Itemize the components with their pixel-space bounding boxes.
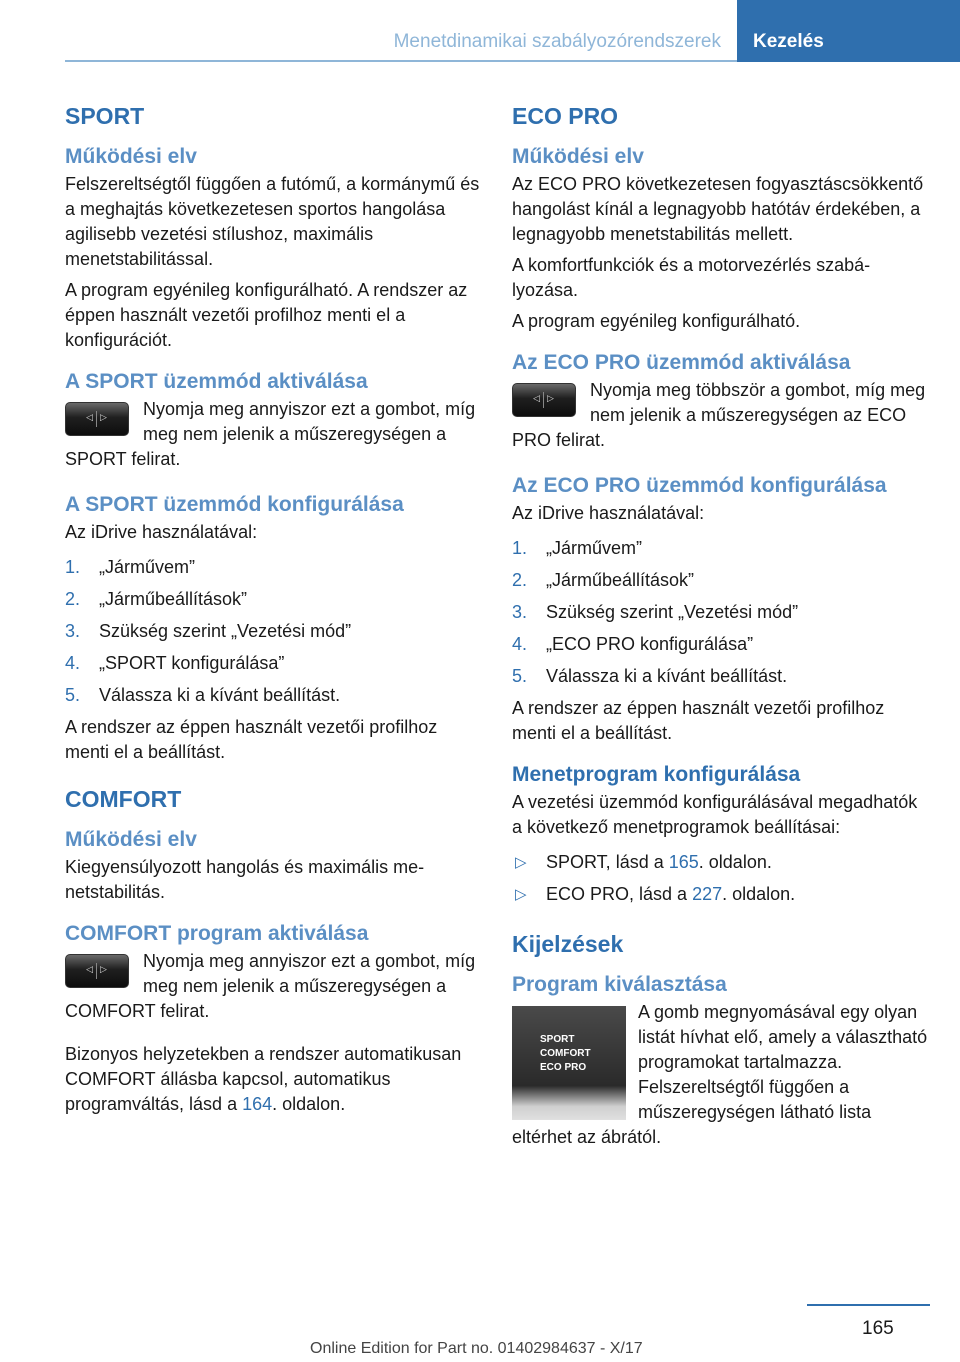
sport-config-text: A program egyénileg konfigurálható. A rendszer az éppen használt vezetői profilhoz menti el a konfigurációt. <box>65 280 468 350</box>
sport-heading: SPORT <box>65 103 145 129</box>
drive-mode-button-icon: ◁ ▷ <box>65 402 131 438</box>
eco-config-text: A program egyénileg konfigurálható. <box>512 311 801 331</box>
program-select-heading: Program kiválasztása <box>512 973 727 996</box>
drive-mode-button-icon: ◁ ▷ <box>65 954 131 990</box>
comfort-auto-text: Bizonyos helyzetekben a rendszer automatikusan COMFORT állásba kapcsol, automatikus programváltás, lásd a 164. oldalon. <box>65 1044 462 1114</box>
eco-heading: ECO PRO <box>512 103 619 129</box>
right-column <box>512 100 930 1150</box>
list-item: 3. Szükség szerint „Vezetési mód” <box>512 602 799 622</box>
sport-activate-text: Nyomja meg annyiszor ezt a gombot, míg meg nem jelenik a műszeregységen a SPORT felirat. <box>65 399 476 469</box>
eco-activate-text: Nyomja meg többször a gombot, míg meg nem jelenik a műszeregységen az ECO PRO felirat. <box>512 380 926 450</box>
list-item: 2. „Járműbeállítások” <box>512 570 695 590</box>
list-item: ▷ SPORT, lásd a 165. oldalon. <box>512 850 930 875</box>
sport-principle-heading: Működési elv <box>65 145 197 168</box>
list-item: 5. Válassza ki a kívánt beállítást. <box>65 685 341 705</box>
eco-comfort-text: A komfortfunkciók és a motorvezérlés szabályozása. <box>512 255 871 300</box>
eco-steps-list <box>512 536 930 689</box>
sport-configure-intro: Az iDrive használatával: <box>65 522 258 542</box>
menet-heading: Menetprogram konfigurálása <box>512 763 801 786</box>
sport-activate-block <box>65 397 480 472</box>
program-select-text: A gomb megnyomásával egy olyan listát hívhat elő, amely a választható programokat tartalmazza. Felszereltségtől függően a műszeregységen látható lista eltérhet az ábrától. <box>512 1002 928 1147</box>
list-item: 2. „Járműbeállítások” <box>65 589 248 609</box>
page-number: 165 <box>862 1318 894 1339</box>
menet-text: A vezetési üzemmód konfigurálásával megadhatók a következő menetprogramok beállításai: <box>512 792 918 837</box>
eco-activate-heading: Az ECO PRO üzemmód aktiválása <box>512 351 851 374</box>
comfort-activate-block <box>65 949 480 1024</box>
sport-steps-note: A rendszer az éppen használt vezetői profilhoz menti el a beállítást. <box>65 717 438 762</box>
header-rule <box>65 60 737 62</box>
list-item: 3. Szükség szerint „Vezetési mód” <box>65 621 352 641</box>
triangle-bullet-icon: ▷ <box>515 854 527 871</box>
list-item: 5. Válassza ki a kívánt beállítást. <box>512 666 788 686</box>
page-link-227[interactable]: 227 <box>692 884 723 904</box>
list-item: 1. „Járművem” <box>65 557 196 577</box>
section-title <box>65 0 737 60</box>
displays-heading: Kijelzések <box>512 931 624 957</box>
comfort-principle-heading: Működési elv <box>65 828 197 851</box>
sport-configure-heading: A SPORT üzemmód konfigurálása <box>65 493 404 516</box>
edition-note: Online Edition for Part no. 01402984637 - X/17 <box>310 1340 643 1357</box>
comfort-heading: COMFORT <box>65 786 182 812</box>
eco-configure-intro: Az iDrive használatával: <box>512 503 705 523</box>
left-column <box>65 100 480 1117</box>
chapter-tab-label: Kezelés <box>753 31 824 52</box>
instrument-cluster-image: SPORT COMFORT ECO PRO <box>512 1006 626 1120</box>
sport-principle-text: Felszereltségtől függően a futómű, a kormánymű és a meghajtás következetesen sportos hangolása agilisebb vezetési stílushoz, maximális menetstabilitással. <box>65 174 480 269</box>
drive-mode-button-icon: ◁ ▷ <box>512 383 578 419</box>
sport-activate-heading: A SPORT üzemmód aktiválása <box>65 370 368 393</box>
page-link-164[interactable]: 164 <box>242 1094 273 1114</box>
page-link-165[interactable]: 165 <box>668 852 699 872</box>
comfort-activate-text: Nyomja meg annyiszor ezt a gombot, míg meg nem jelenik a műszeregységen a COMFORT felirat. <box>65 951 476 1021</box>
eco-principle-text: Az ECO PRO következetesen fogyasztáscsökkentő hangolást kínál a legnagyobb hatótáv érdekében, a legnagyobb menetstabilitás mellett. <box>512 174 924 244</box>
eco-activate-block <box>512 378 930 453</box>
sport-steps-list <box>65 555 480 708</box>
list-item: 1. „Járművem” <box>512 538 643 558</box>
comfort-activate-heading: COMFORT program aktiválása <box>65 922 369 945</box>
eco-steps-note: A rendszer az éppen használt vezetői profilhoz menti el a beállítást. <box>512 698 885 743</box>
eco-configure-heading: Az ECO PRO üzemmód konfigurálása <box>512 474 887 497</box>
footer-rule <box>807 1304 930 1306</box>
list-item: 4. „SPORT konfigurálása” <box>65 653 285 673</box>
chapter-tab[interactable] <box>737 0 960 62</box>
page-header <box>65 0 960 62</box>
triangle-bullet-icon: ▷ <box>515 886 527 903</box>
menet-list <box>512 850 930 907</box>
section-title-text: Menetdinamikai szabályozórendszerek <box>393 31 721 52</box>
eco-principle-heading: Működési elv <box>512 145 644 168</box>
list-item: 4. „ECO PRO konfigurálása” <box>512 634 754 654</box>
list-item: ▷ ECO PRO, lásd a 227. oldalon. <box>512 882 930 907</box>
comfort-principle-text: Kiegyensúlyozott hangolás és maximális menetstabilitás. <box>65 857 425 902</box>
program-select-block <box>512 1000 930 1150</box>
